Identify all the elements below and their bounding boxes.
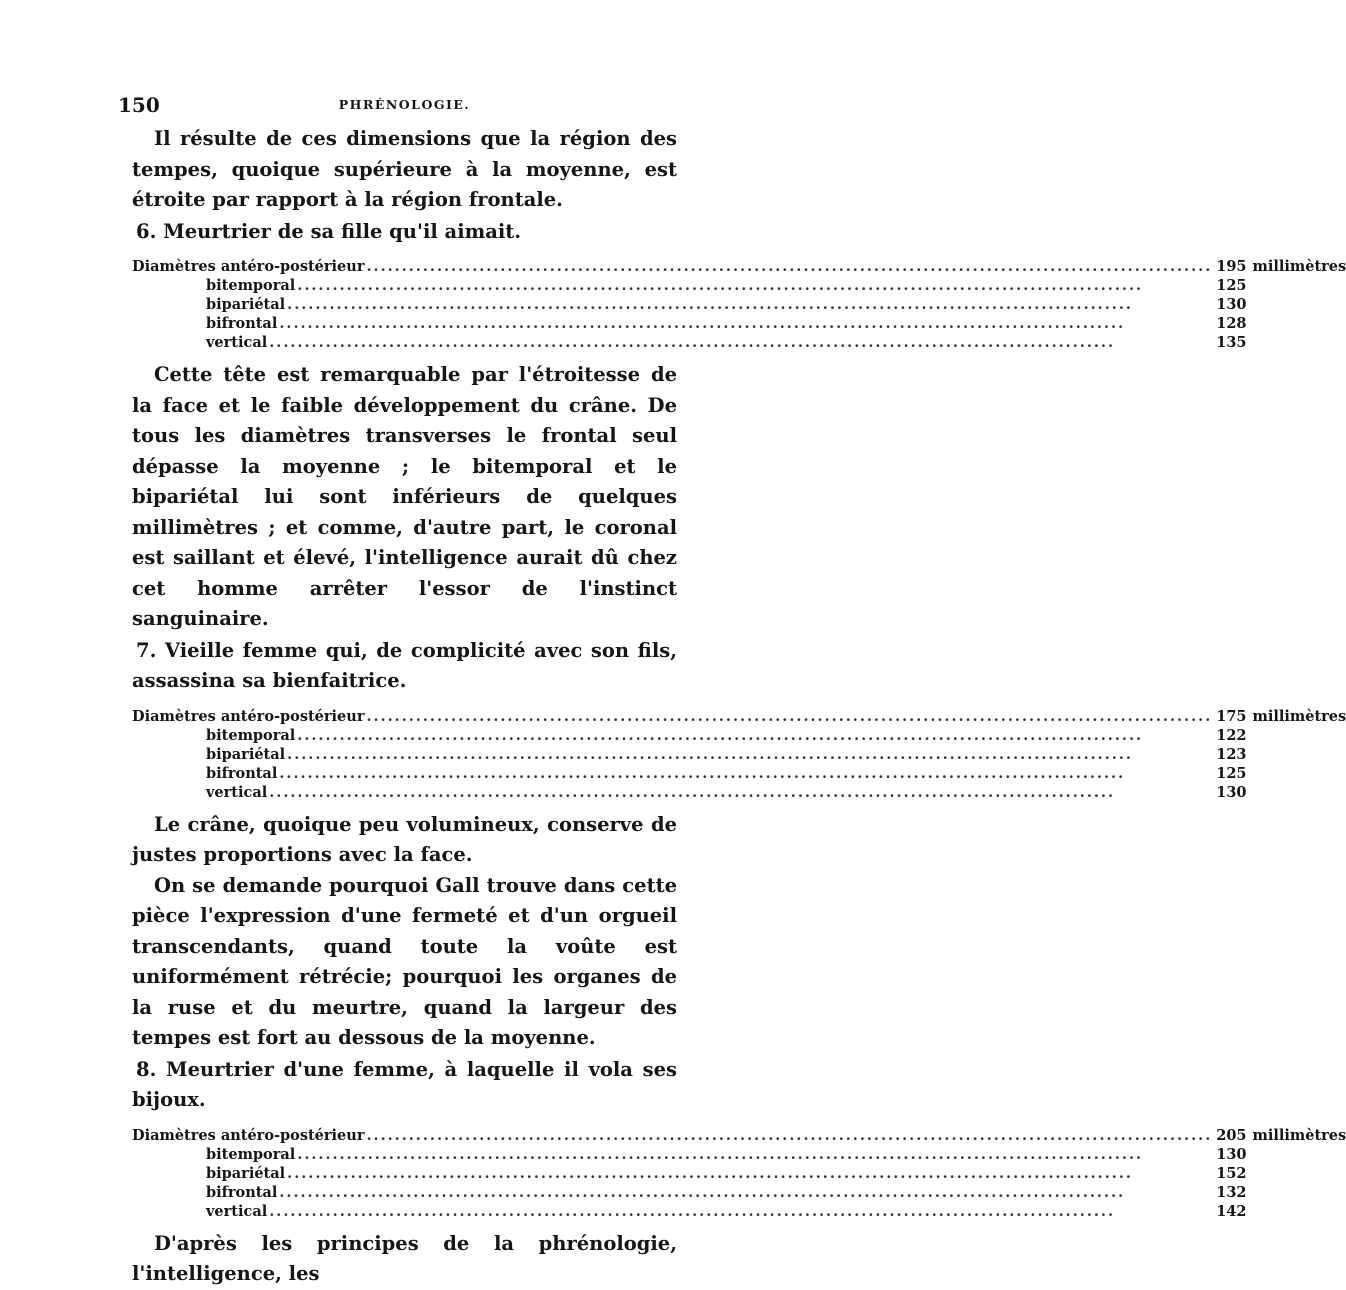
dot-leader: ........................................................................................................................ — [287, 296, 1133, 313]
measurement-row — [132, 707, 1346, 726]
running-title: PHRÉNOLOGIE. — [338, 97, 471, 112]
page-header — [118, 90, 677, 124]
measurement-label: bitemporal — [206, 726, 296, 744]
measurement-row — [132, 295, 1346, 314]
measurement-unit — [1247, 745, 1346, 764]
page-number: 150 — [118, 93, 160, 117]
measurement-label: bipariétal — [206, 1164, 286, 1182]
paragraph: Il résulte de ces dimensions que la région des tempes, quoique supérieure à la moyenne, est étroite par rapport à la région frontale. — [132, 127, 677, 211]
measurement-label: bifrontal — [206, 764, 278, 782]
measurement-value: 132 — [1216, 1183, 1247, 1201]
measurement-row — [132, 276, 1346, 295]
measurement-label: vertical — [206, 1202, 268, 1220]
dot-leader: ........................................................................................................................ — [366, 707, 1213, 725]
measurement-row — [132, 1126, 1346, 1145]
case-heading: 7. Vieille femme qui, de complicité avec son fils, assassina sa bienfaitrice. — [132, 638, 677, 692]
measurement-unit — [1247, 726, 1346, 745]
dot-leader: ........................................................................................................................ — [366, 1126, 1213, 1144]
measurement-table-2 — [132, 707, 1346, 802]
measurement-row — [132, 257, 1346, 276]
measurement-label: vertical — [206, 334, 268, 351]
paragraph: On se demande pourquoi Gall trouve dans cette pièce l'expression d'une fermeté et d'un orgueil transcendants, quand toute la voûte est uniformément rétrécie; pourquoi les organes de la ruse et du meurtre, quand la largeur des tempes est fort au dessous de la moyenne. — [132, 873, 677, 1049]
dot-leader: ........................................................................................................................ — [366, 258, 1213, 275]
measurement-unit — [1247, 1145, 1346, 1164]
measurement-unit — [1247, 1164, 1346, 1183]
measurement-value: 125 — [1216, 277, 1247, 294]
dot-leader: ........................................................................................................................ — [269, 783, 1116, 801]
measurement-value: 142 — [1216, 1202, 1247, 1220]
measurement-value: 152 — [1216, 1164, 1247, 1182]
paragraph: Cette tête est remarquable par l'étroitesse de la face et le faible développement du crâne. De tous les diamètres transverses le frontal seul dépasse la moyenne ; le bitemporal et le bipariétal lui sont inférieurs de quelques millimètres ; et comme, d'autre part, le coronal est saillant et élevé, l'intelligence aurait dû chez cet homme arrêter l'essor de l'instinct sanguinaire. — [132, 363, 677, 630]
measurement-value: 175 — [1216, 707, 1247, 725]
measurement-table-3 — [132, 1126, 1346, 1221]
measurement-unit: millimètres — [1252, 707, 1346, 725]
case-heading: 8. Meurtrier d'une femme, à laquelle il vola ses bijoux. — [132, 1057, 677, 1111]
measurement-value: 130 — [1216, 1145, 1247, 1163]
measurement-unit — [1247, 1202, 1346, 1221]
dot-leader: ........................................................................................................................ — [287, 1164, 1133, 1182]
measurement-value: 125 — [1216, 764, 1247, 782]
case-heading: 6. Meurtrier de sa fille qu'il aimait. — [136, 219, 522, 243]
measurement-unit — [1247, 783, 1346, 802]
measurement-value: 128 — [1216, 315, 1247, 332]
dot-leader: ........................................................................................................................ — [279, 1183, 1126, 1201]
dot-leader: ........................................................................................................................ — [279, 764, 1126, 782]
measurement-label: Diamètres antéro-postérieur — [132, 258, 365, 275]
measurement-label: bifrontal — [206, 315, 278, 332]
measurement-label: vertical — [206, 783, 268, 801]
measurement-label: bifrontal — [206, 1183, 278, 1201]
measurement-unit — [1247, 276, 1346, 295]
measurement-row — [132, 783, 1346, 802]
dot-leader: ........................................................................................................................ — [297, 726, 1144, 744]
dot-leader: ........................................................................................................................ — [279, 315, 1126, 332]
dot-leader: ........................................................................................................................ — [297, 277, 1144, 294]
measurement-unit — [1247, 1183, 1346, 1202]
dot-leader: ........................................................................................................................ — [297, 1145, 1144, 1163]
measurement-value: 130 — [1216, 783, 1247, 801]
measurement-value: 135 — [1216, 334, 1247, 351]
measurement-row — [132, 726, 1346, 745]
measurement-value: 123 — [1216, 745, 1247, 763]
measurement-label: bitemporal — [206, 1145, 296, 1163]
measurement-unit — [1247, 333, 1346, 352]
measurement-unit: millimètres — [1252, 1126, 1346, 1144]
measurement-unit — [1247, 764, 1346, 783]
measurement-row — [132, 745, 1346, 764]
dot-leader: ........................................................................................................................ — [287, 745, 1133, 763]
measurement-value: 205 — [1216, 1126, 1247, 1144]
dot-leader: ........................................................................................................................ — [269, 334, 1116, 351]
measurement-row — [132, 764, 1346, 783]
measurement-label: bipariétal — [206, 296, 286, 313]
measurement-unit — [1247, 295, 1346, 314]
measurement-table-1 — [132, 257, 1346, 352]
paragraph: D'après les principes de la phrénologie, l'intelligence, les — [132, 1231, 677, 1285]
measurement-row — [132, 1145, 1346, 1164]
measurement-unit: millimètres — [1252, 258, 1346, 275]
measurement-row — [132, 314, 1346, 333]
paragraph: Le crâne, quoique peu volumineux, conserve de justes proportions avec la face. — [132, 812, 677, 866]
book-page — [118, 90, 1346, 1290]
dot-leader: ........................................................................................................................ — [269, 1202, 1116, 1220]
measurement-unit — [1247, 314, 1346, 333]
measurement-label: Diamètres antéro-postérieur — [132, 707, 365, 725]
measurement-label: bipariétal — [206, 745, 286, 763]
measurement-label: bitemporal — [206, 277, 296, 294]
measurement-value: 195 — [1216, 258, 1247, 275]
measurement-row — [132, 1183, 1346, 1202]
measurement-row — [132, 333, 1346, 352]
measurement-row — [132, 1202, 1346, 1221]
measurement-value: 122 — [1216, 726, 1247, 744]
measurement-label: Diamètres antéro-postérieur — [132, 1126, 365, 1144]
measurement-value: 130 — [1216, 296, 1247, 313]
measurement-row — [132, 1164, 1346, 1183]
